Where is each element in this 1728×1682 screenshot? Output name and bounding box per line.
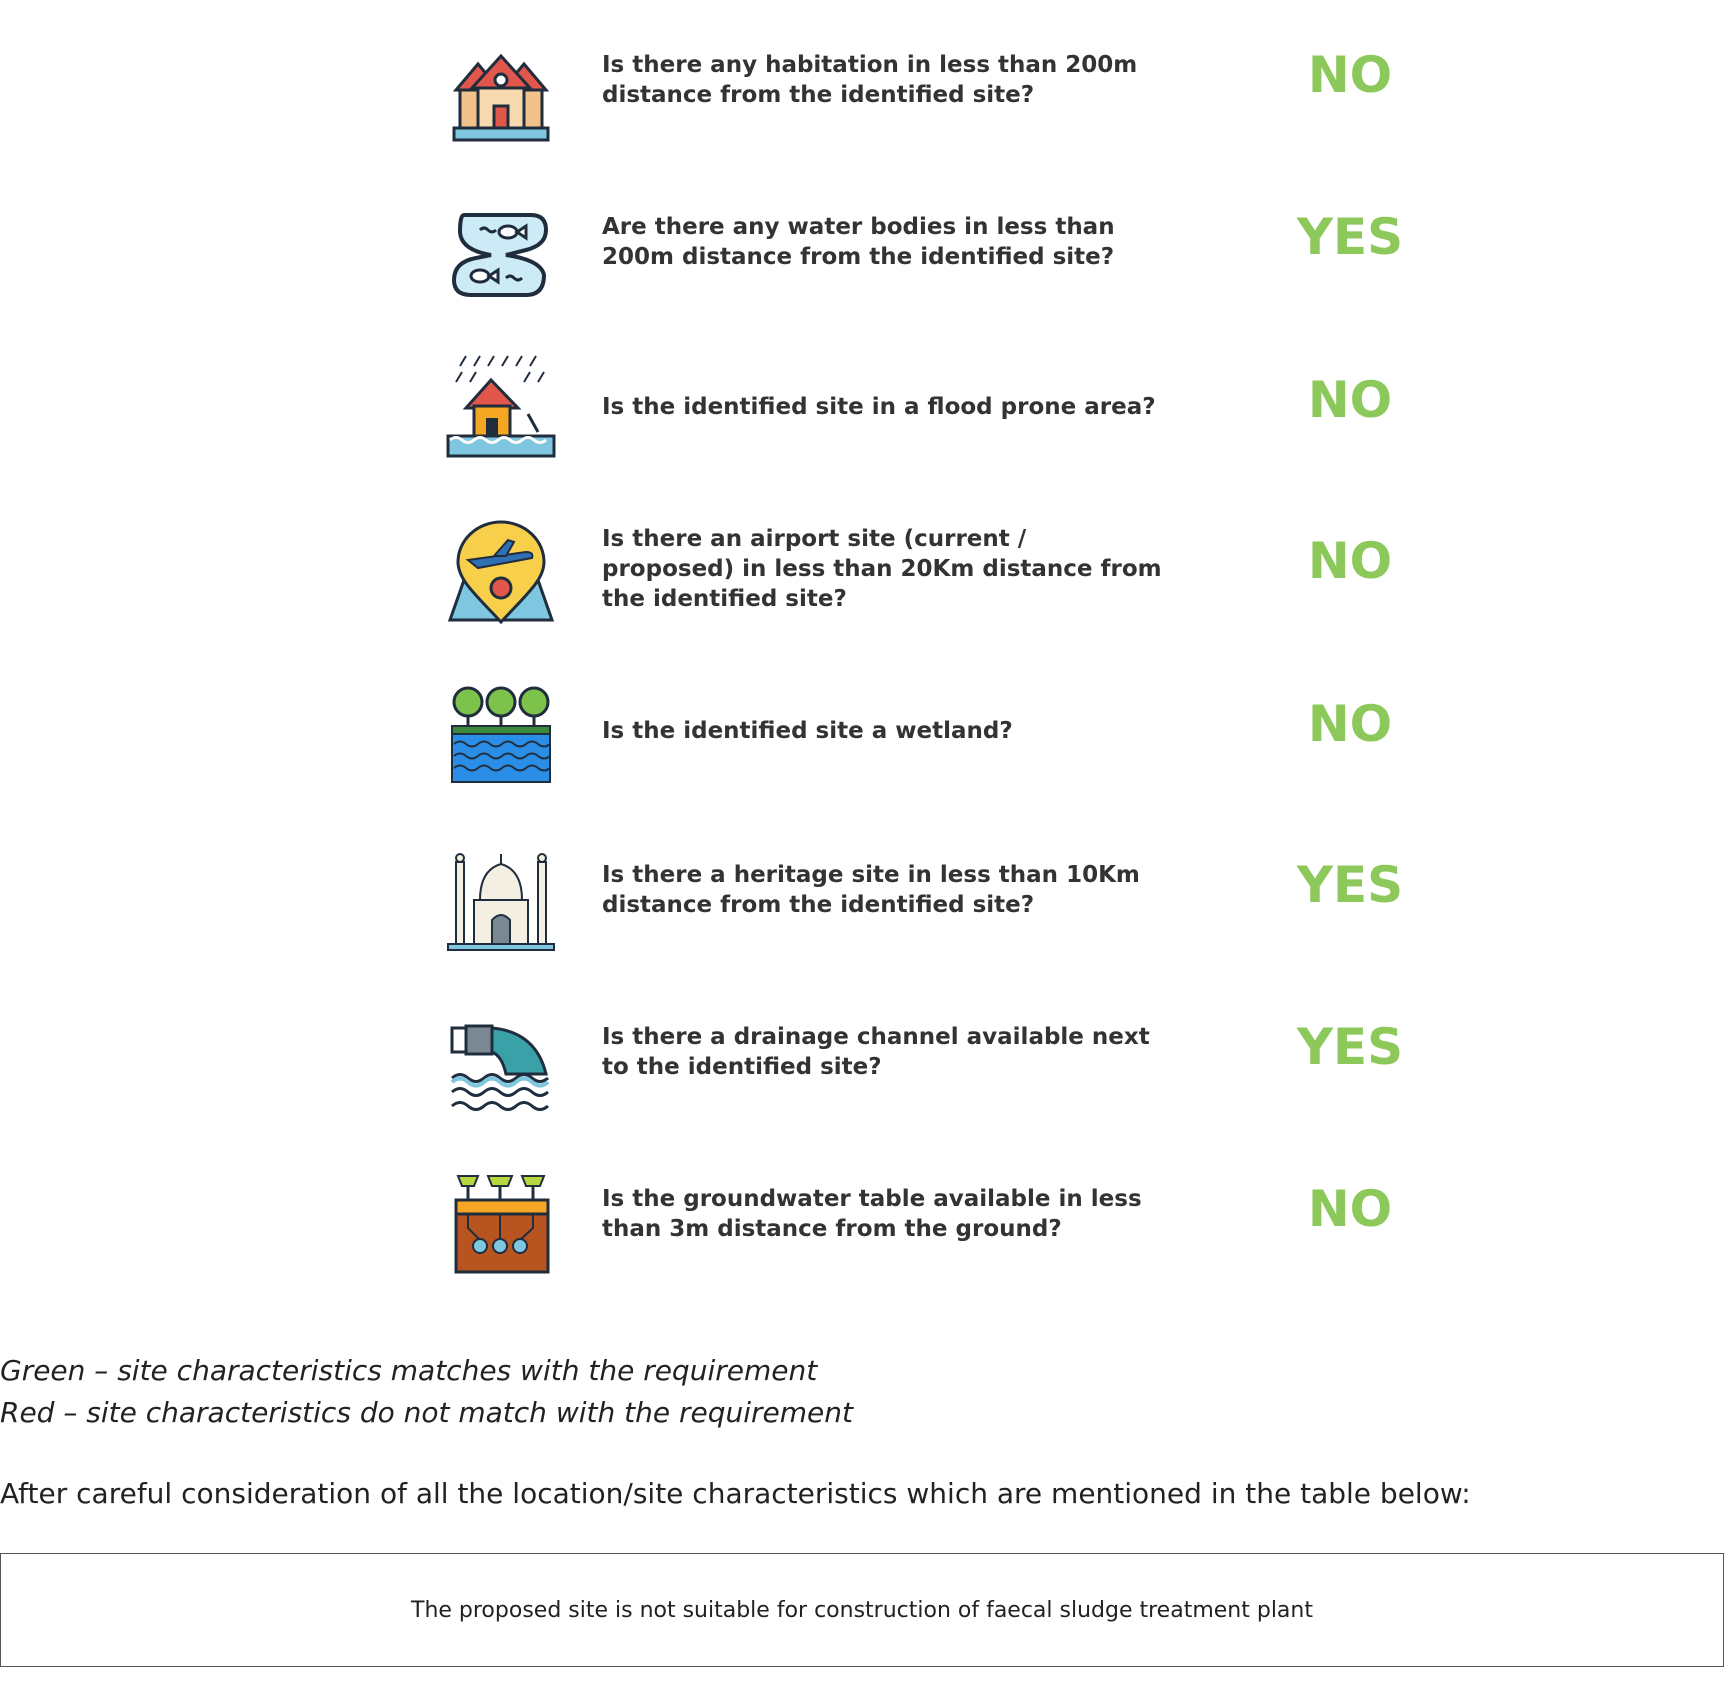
question-row-airport bbox=[0, 496, 1728, 646]
conclusion-intro: After careful consideration of all the location/site characteristics which are mentioned in the table below: bbox=[0, 1477, 1471, 1510]
water-body-icon bbox=[446, 200, 556, 310]
answer-badge: YES bbox=[1296, 1018, 1404, 1076]
heritage-monument-icon bbox=[446, 848, 556, 958]
question-row-habitation bbox=[0, 10, 1728, 160]
question-text: Is there a drainage channel available next to the identified site? bbox=[602, 1024, 1150, 1080]
question-row-groundwater bbox=[0, 1144, 1728, 1294]
drainage-pipe-icon bbox=[446, 1012, 556, 1122]
question-row-flood bbox=[0, 334, 1728, 484]
question-text: Is there a heritage site in less than 10Km distance from the identified site? bbox=[602, 862, 1140, 918]
result-text: The proposed site is not suitable for construction of faecal sludge treatment plant bbox=[411, 1597, 1313, 1623]
answer-badge: NO bbox=[1307, 371, 1393, 429]
answer-badge: NO bbox=[1307, 46, 1393, 104]
question-row-water-bodies bbox=[0, 172, 1728, 322]
question-row-drainage bbox=[0, 982, 1728, 1132]
question-text: Are there any water bodies in less than 200m distance from the identified site? bbox=[602, 214, 1115, 270]
question-row-wetland bbox=[0, 658, 1728, 808]
answer-badge: NO bbox=[1307, 532, 1393, 590]
answer-badge: NO bbox=[1307, 695, 1393, 753]
legend-red: Red – site characteristics do not match with the requirement bbox=[0, 1396, 853, 1429]
question-text: Is the identified site in a flood prone area? bbox=[602, 394, 1156, 420]
question-text: Is there an airport site (current / proposed) in less than 20Km distance from the identified site? bbox=[602, 526, 1162, 612]
groundwater-icon bbox=[446, 1170, 556, 1280]
answer-badge: YES bbox=[1296, 856, 1404, 914]
wetland-icon bbox=[446, 680, 556, 790]
question-text: Is the groundwater table available in less than 3m distance from the ground? bbox=[602, 1186, 1142, 1242]
airport-pin-icon bbox=[446, 520, 556, 630]
legend bbox=[0, 1350, 853, 1434]
answer-badge: NO bbox=[1307, 1180, 1393, 1238]
result-box bbox=[0, 1553, 1724, 1667]
house-icon bbox=[446, 40, 556, 150]
question-row-heritage bbox=[0, 820, 1728, 970]
flood-icon bbox=[446, 352, 556, 462]
question-text: Is the identified site a wetland? bbox=[602, 718, 1013, 744]
question-text: Is there any habitation in less than 200m distance from the identified site? bbox=[602, 52, 1138, 108]
answer-badge: YES bbox=[1296, 208, 1404, 266]
legend-green: Green – site characteristics matches with the requirement bbox=[0, 1354, 818, 1387]
